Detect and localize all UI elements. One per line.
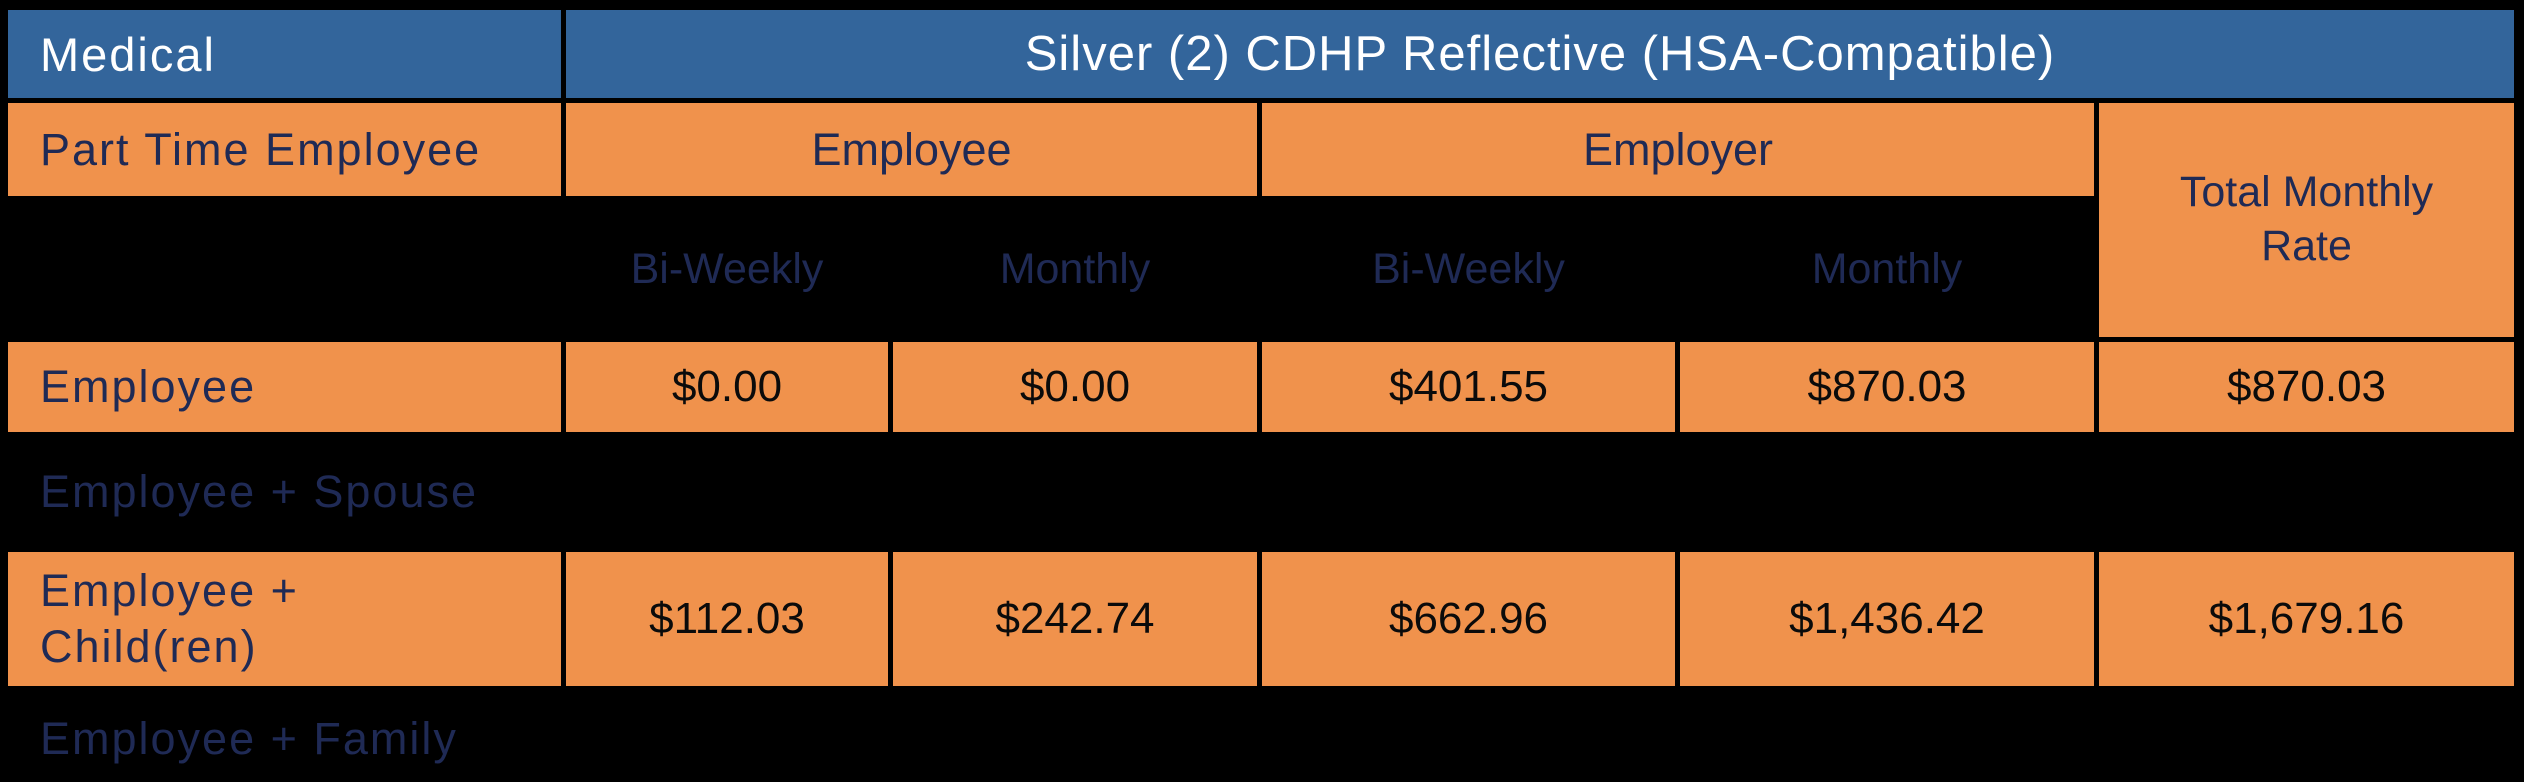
category-header-cell: Medical <box>8 10 561 98</box>
value-cell-employee-er-monthly: $870.03 <box>1680 342 2094 432</box>
value-cell-employee-total: $870.03 <box>2099 342 2514 432</box>
subheader-employer-biweekly: Bi-Weekly <box>1262 201 1675 337</box>
value-cell-employee-ee-monthly: $0.00 <box>893 342 1257 432</box>
group-label-cell: Part Time Employee <box>8 103 561 196</box>
row-label-employee-children <box>8 552 561 686</box>
value-cell-children-er-biweekly: $662.96 <box>1262 552 1675 686</box>
value-cell-employee-ee-biweekly: $0.00 <box>566 342 888 432</box>
subheader-employee-monthly: Monthly <box>893 201 1257 337</box>
row-label-employee-spouse: Employee + Spouse <box>8 437 2514 547</box>
total-monthly-rate-label: Total Monthly Rate <box>2179 168 2434 270</box>
value-cell-children-ee-monthly: $242.74 <box>893 552 1257 686</box>
value-cell-children-total: $1,679.16 <box>2099 552 2514 686</box>
employee-group-header: Employee <box>566 103 1257 196</box>
value-cell-children-ee-biweekly: $112.03 <box>566 552 888 686</box>
subheader-employee-biweekly: Bi-Weekly <box>566 201 888 337</box>
row-label-employee-family: Employee + Family <box>8 691 2514 782</box>
value-cell-employee-er-biweekly: $401.55 <box>1262 342 1675 432</box>
employer-group-header: Employer <box>1262 103 2094 196</box>
value-cell-children-er-monthly: $1,436.42 <box>1680 552 2094 686</box>
total-monthly-rate-header <box>2099 103 2514 337</box>
row-label-employee-children-text: Employee + Child(ren) <box>40 564 299 672</box>
row-label-employee: Employee <box>8 342 561 432</box>
plan-title-cell: Silver (2) CDHP Reflective (HSA-Compatible) <box>566 10 2514 98</box>
subheader-employer-monthly: Monthly <box>1680 201 2094 337</box>
